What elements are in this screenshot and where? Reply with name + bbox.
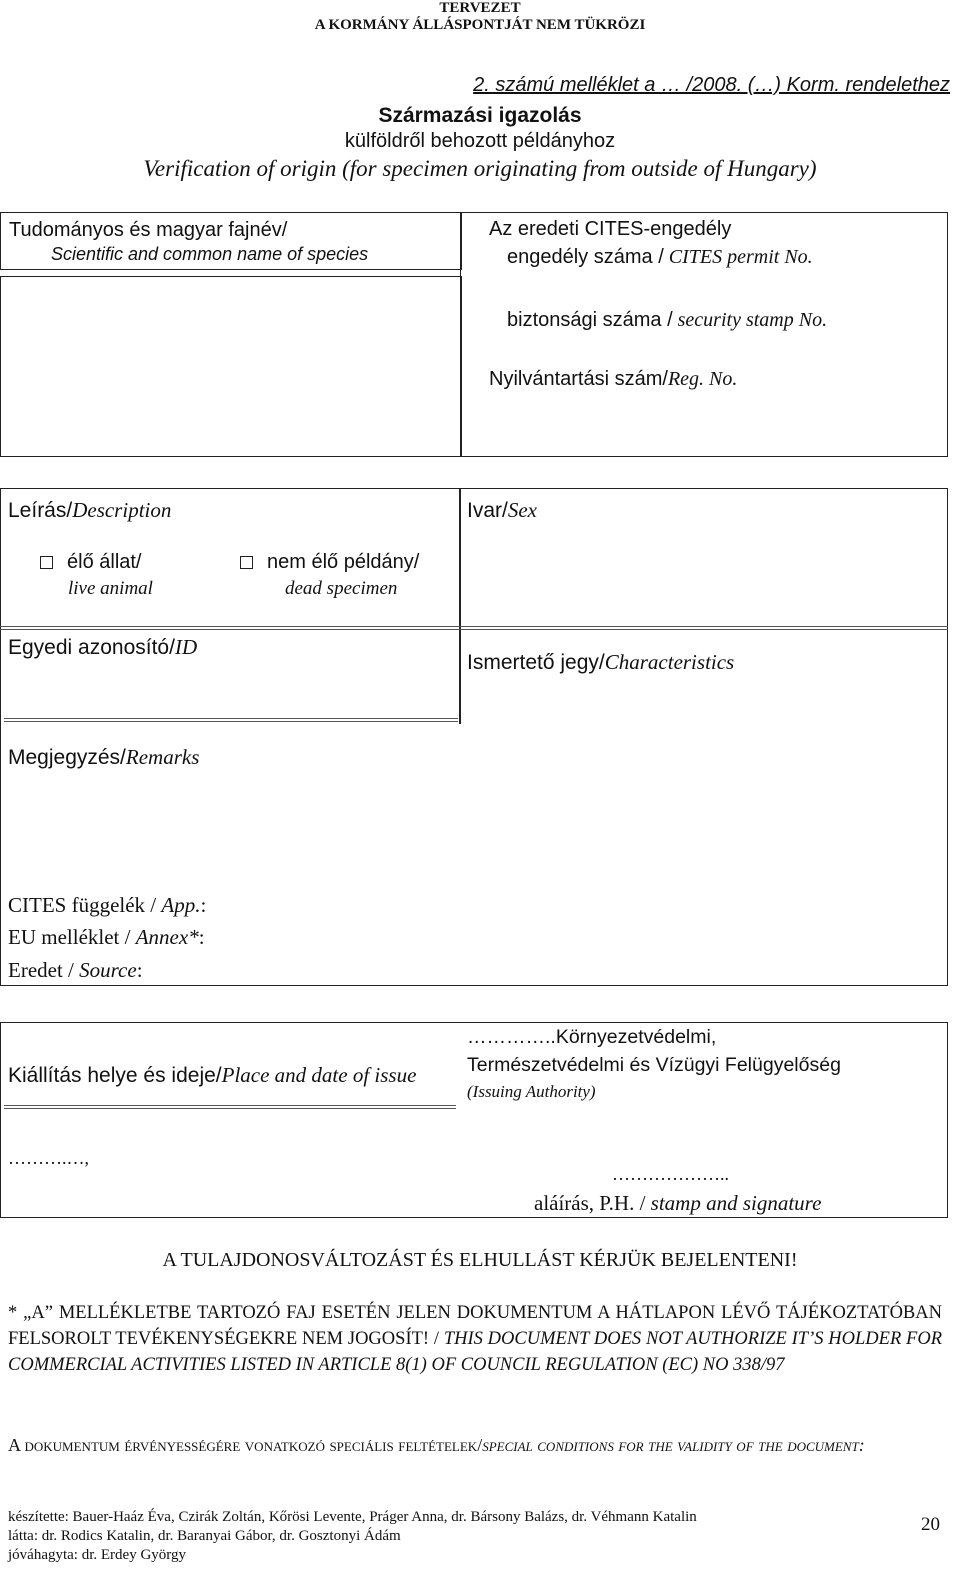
dead-specimen-label-hu: nem élő példány/	[267, 551, 420, 573]
draft-label: TERVEZET	[439, 0, 521, 16]
annex-reference: 2. számú melléklet a … /2008. (…) Korm. rendelethez	[473, 74, 950, 96]
date-dots: ……….…,	[8, 1148, 89, 1168]
page-number: 20	[921, 1514, 940, 1535]
individual-id-label: Egyedi azonosító/ID	[8, 635, 198, 659]
permit-box	[460, 212, 948, 457]
authority-line-2: Természetvédelmi és Vízügyi Felügyelőség	[467, 1054, 841, 1076]
special-conditions: A dokumentum érvényességére vonatkozó speciális feltételek/special conditions for the validity of the document:	[8, 1435, 865, 1455]
row-separator	[460, 626, 948, 627]
remarks-label: Megjegyzés/Remarks	[8, 745, 200, 769]
footer-seen-by: látta: dr. Rodics Katalin, dr. Baranyai Gábor, dr. Gosztonyi Ádám	[8, 1528, 401, 1544]
live-animal-option[interactable]	[40, 551, 240, 599]
row-separator	[0, 626, 460, 627]
cites-appendix-label: CITES függelék / App.:	[8, 893, 207, 917]
dead-specimen-option[interactable]	[240, 551, 460, 599]
column-divider	[459, 488, 461, 724]
species-label-box	[0, 212, 462, 270]
species-label-en: Scientific and common name of species	[51, 244, 369, 264]
sex-label: Ivar/Sex	[467, 498, 537, 522]
permit-number-label: engedély száma / CITES permit No.	[507, 246, 813, 268]
dead-specimen-checkbox[interactable]	[240, 556, 253, 569]
characteristics-label: Ismertető jegy/Characteristics	[467, 650, 735, 674]
authority-label-en: (Issuing Authority)	[467, 1082, 596, 1101]
signature-label: aláírás, P.H. / stamp and signature	[534, 1191, 822, 1215]
authority-line-1: …………..Környezetvédelmi,	[467, 1026, 717, 1048]
footer-prepared-by: készítette: Bauer-Haáz Éva, Czirák Zoltán, Kőrösi Levente, Práger Anna, dr. Bársony Balázs, dr. Véhmann Katalin	[8, 1509, 697, 1525]
row-separator	[4, 1105, 456, 1106]
eu-annex-label: EU melléklet / Annex*:	[8, 925, 205, 949]
annex-note: * „A” MELLÉKLETBE TARTOZÓ FAJ ESETÉN JELEN DOKUMENTUM A HÁTLAPON LÉVŐ TÁJÉKOZTATÓBAN FELSOROLT TEVÉKENYSÉGEKRE NEM JOGOSÍT! / THIS DOCUMENT DOES NOT AUTHORIZE IT’S HOLDER FOR COMMERCIAL ACTIVITIES LISTED IN ARTICLE 8(1) OF COUNCIL REGULATION (EC) NO 338/97	[8, 1303, 943, 1375]
species-field[interactable]	[0, 276, 462, 457]
notice-text: A TULAJDONOSVÁLTOZÁST ÉS ELHULLÁST KÉRJÜK BEJELENTENI!	[162, 1249, 798, 1271]
live-animal-label-hu: élő állat/	[67, 551, 142, 573]
live-animal-label-en: live animal	[68, 578, 153, 599]
description-label: Leírás/Description	[8, 498, 172, 522]
security-stamp-label: biztonsági száma / security stamp No.	[507, 309, 828, 331]
signature-dots: ………………..	[612, 1164, 729, 1184]
footer-approved-by: jóváhagyta: dr. Erdey György	[8, 1547, 187, 1563]
issue-box	[0, 1022, 948, 1218]
permit-title: Az eredeti CITES-engedély	[489, 218, 732, 240]
dead-specimen-label-en: dead specimen	[285, 578, 398, 599]
species-label-hu: Tudományos és magyar fajnév/	[9, 219, 288, 241]
document-title-en: Verification of origin (for specimen originating from outside of Hungary)	[143, 156, 817, 181]
source-label: Eredet / Source:	[8, 958, 143, 982]
document-title: Származási igazolás	[378, 104, 582, 127]
live-animal-checkbox[interactable]	[40, 556, 53, 569]
disclaimer-label: A KORMÁNY ÁLLÁSPONTJÁT NEM TÜKRÖZI	[314, 17, 646, 33]
row-separator	[4, 718, 458, 719]
registration-number-label: Nyilvántartási szám/Reg. No.	[489, 368, 738, 390]
place-date-label: Kiállítás helye és ideje/Place and date of issue	[8, 1063, 417, 1087]
document-subtitle: külföldről behozott példányhoz	[344, 130, 616, 152]
